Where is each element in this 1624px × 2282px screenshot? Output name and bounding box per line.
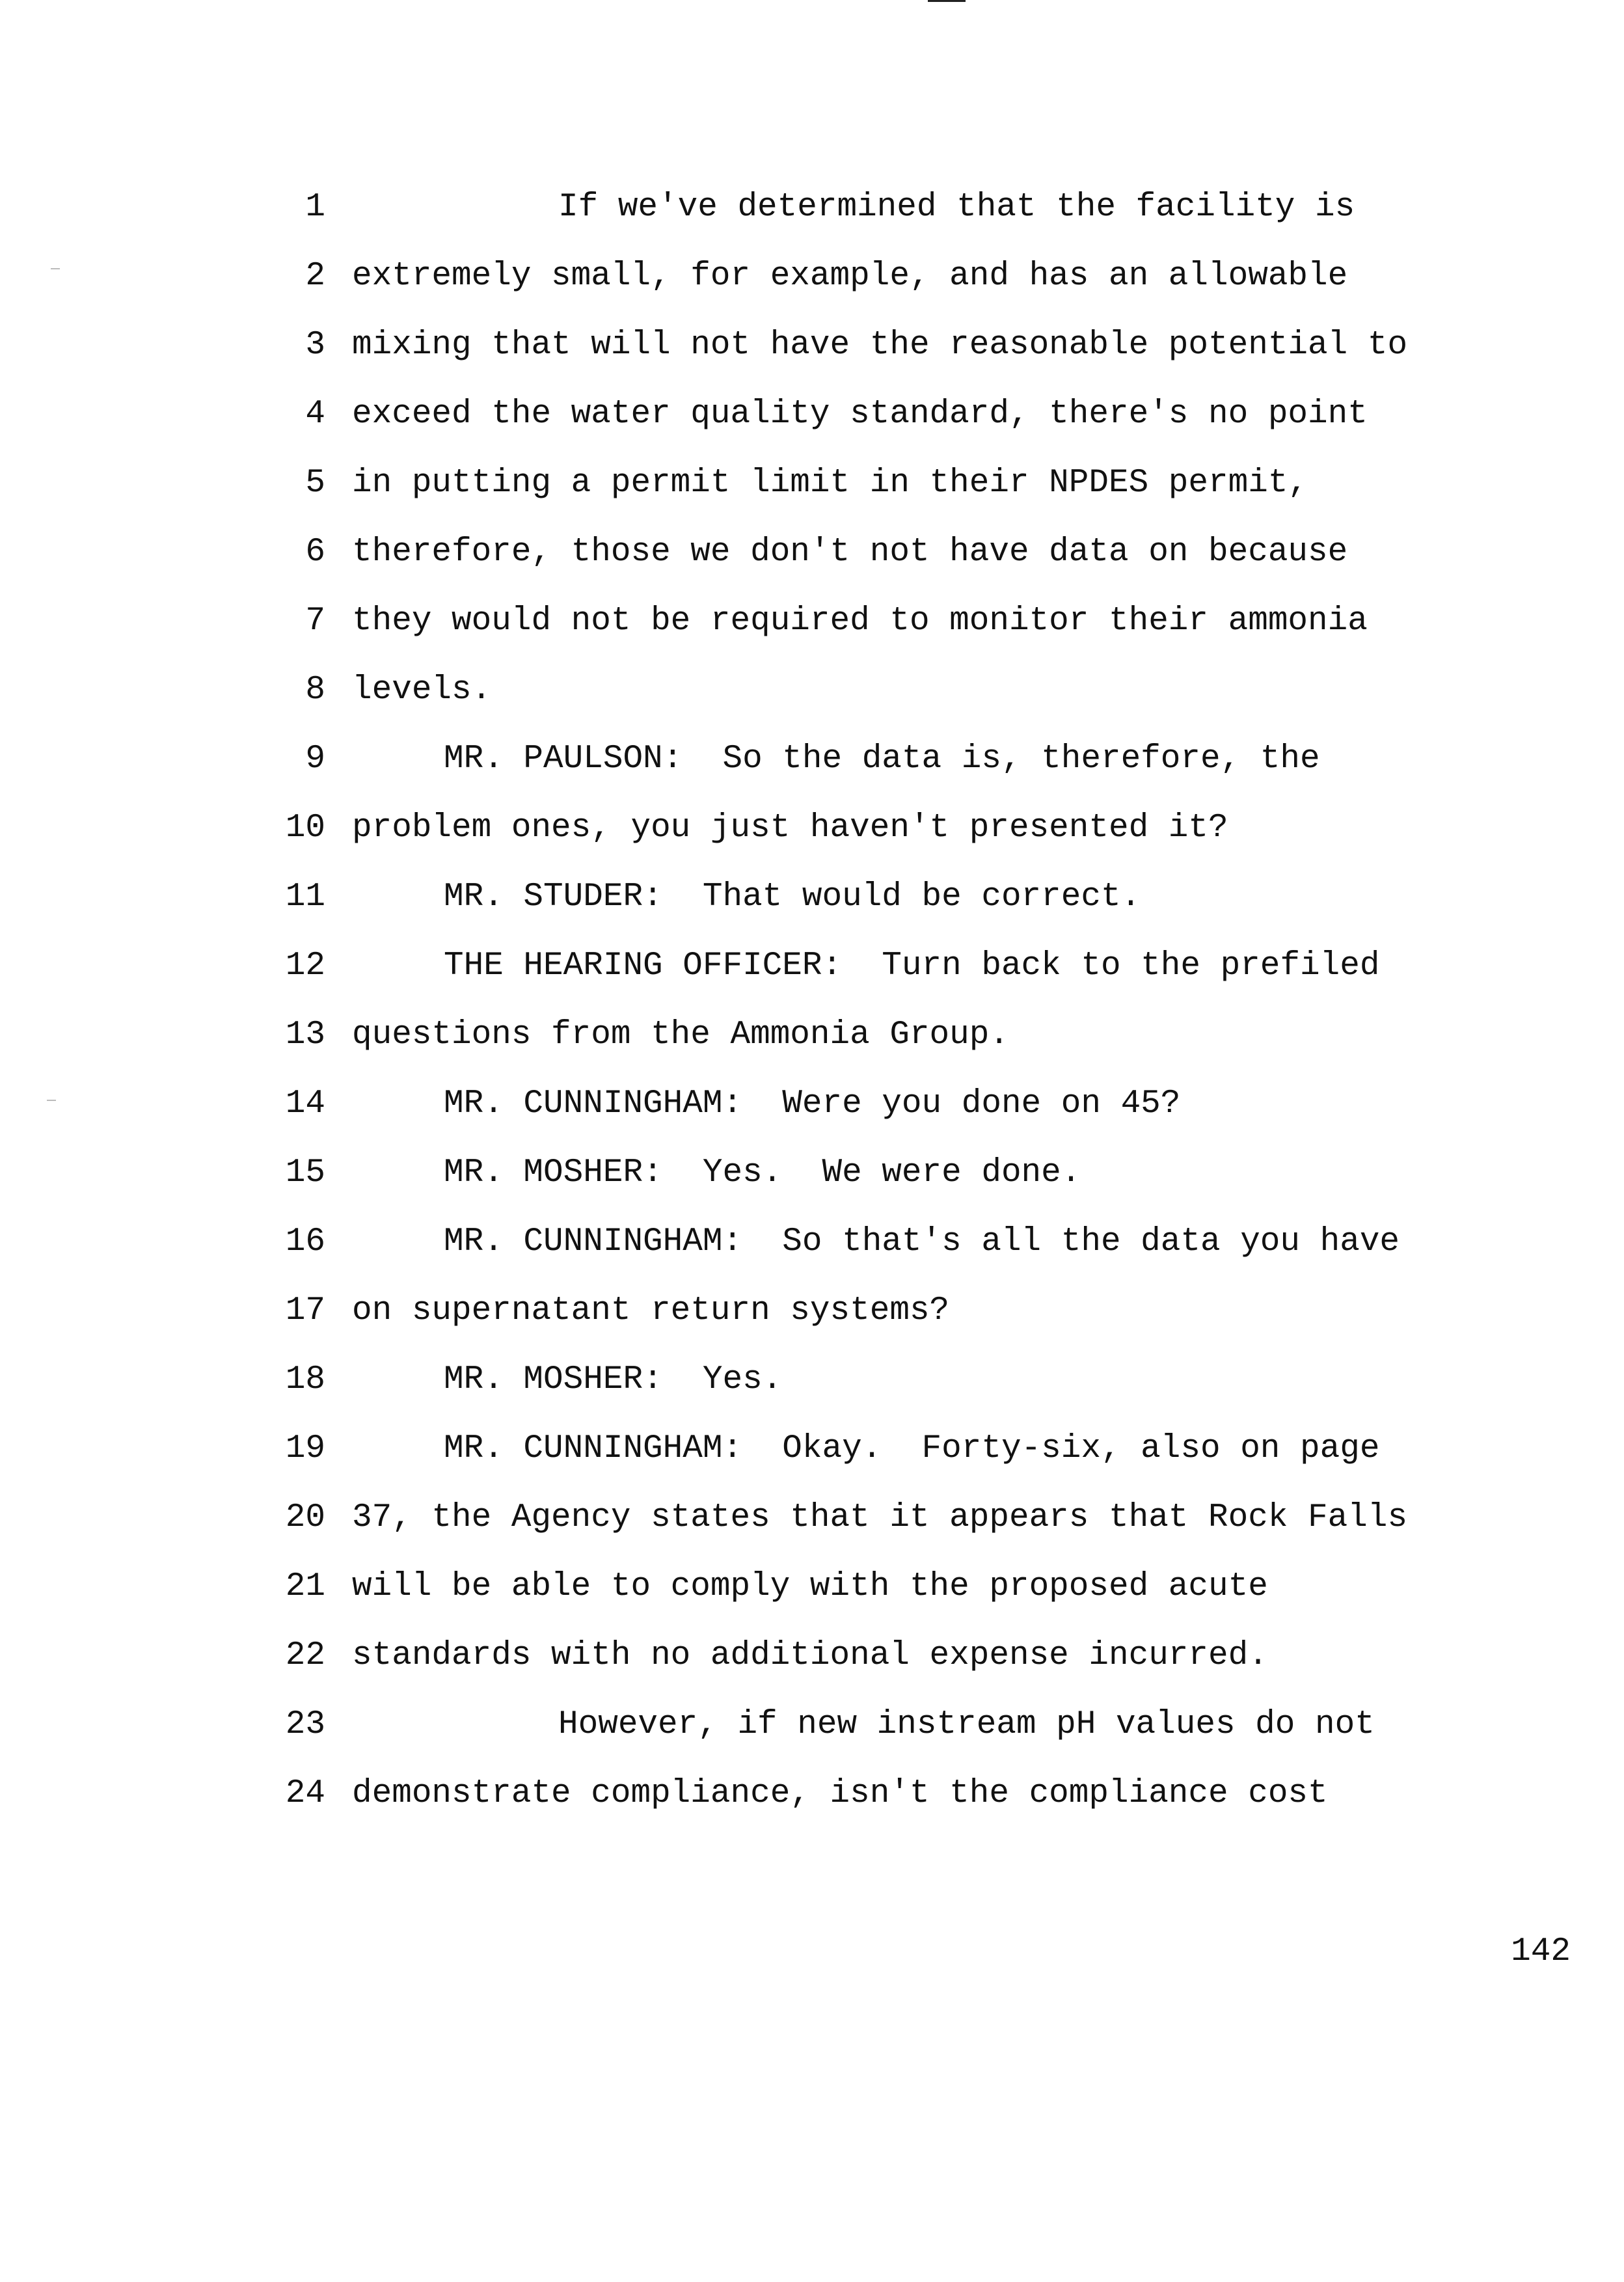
line-text: mixing that will not have the reasonable potential to — [352, 327, 1408, 364]
transcript-line — [0, 733, 1624, 785]
line-text: standards with no additional expense incurred. — [352, 1637, 1268, 1674]
transcript-line — [0, 388, 1624, 441]
line-text: MR. PAULSON: So the data is, therefore, the — [444, 740, 1320, 778]
transcript-line — [0, 664, 1624, 716]
transcript-line — [0, 1492, 1624, 1544]
transcript-line — [0, 871, 1624, 923]
line-text: levels. — [352, 672, 492, 709]
line-number: 9 — [305, 740, 325, 778]
transcript-line — [0, 1078, 1624, 1130]
line-number: 20 — [285, 1499, 325, 1536]
line-text: However, if new instream pH values do not — [558, 1706, 1375, 1743]
line-number: 3 — [305, 327, 325, 364]
line-number: 13 — [285, 1016, 325, 1053]
line-number: 21 — [285, 1568, 325, 1605]
transcript-line — [0, 1561, 1624, 1613]
line-text: MR. STUDER: That would be correct. — [444, 878, 1141, 916]
line-number: 11 — [285, 878, 325, 916]
line-text: therefore, those we don't not have data on because — [352, 534, 1348, 571]
line-number: 22 — [285, 1637, 325, 1674]
line-text: MR. CUNNINGHAM: So that's all the data you have — [444, 1223, 1400, 1260]
transcript-line — [0, 1009, 1624, 1061]
line-number: 7 — [305, 603, 325, 640]
line-number: 10 — [285, 809, 325, 847]
transcript-line — [0, 457, 1624, 509]
line-text: problem ones, you just haven't presented it? — [352, 809, 1228, 847]
line-text: MR. CUNNINGHAM: Okay. Forty-six, also on page — [444, 1430, 1380, 1467]
line-number: 6 — [305, 534, 325, 571]
line-number: 8 — [305, 672, 325, 709]
line-text: extremely small, for example, and has an allowable — [352, 258, 1348, 295]
transcript-line — [0, 1285, 1624, 1337]
line-number: 24 — [285, 1775, 325, 1812]
transcript-line — [0, 1699, 1624, 1751]
line-text: 37, the Agency states that it appears that Rock Falls — [352, 1499, 1408, 1536]
transcript-line — [0, 1147, 1624, 1199]
line-text: questions from the Ammonia Group. — [352, 1016, 1009, 1053]
page-number: 142 — [1511, 1933, 1571, 1970]
line-text: MR. MOSHER: Yes. — [444, 1361, 783, 1398]
transcript-line — [0, 1768, 1624, 1820]
line-number: 17 — [285, 1292, 325, 1329]
line-number: 5 — [305, 465, 325, 502]
transcript-line — [0, 1630, 1624, 1682]
line-number: 15 — [285, 1154, 325, 1191]
line-number: 23 — [285, 1706, 325, 1743]
transcript-line — [0, 1216, 1624, 1268]
line-text: MR. CUNNINGHAM: Were you done on 45? — [444, 1085, 1181, 1122]
line-number: 16 — [285, 1223, 325, 1260]
line-number: 1 — [305, 189, 325, 226]
line-number: 12 — [285, 947, 325, 985]
transcript-line — [0, 1423, 1624, 1475]
transcript-line — [0, 802, 1624, 854]
line-text: exceed the water quality standard, there's no point — [352, 396, 1368, 433]
line-text: on supernatant return systems? — [352, 1292, 950, 1329]
line-text: will be able to comply with the proposed acute — [352, 1568, 1268, 1605]
line-number: 14 — [285, 1085, 325, 1122]
transcript-line — [0, 319, 1624, 372]
line-text: they would not be required to monitor their ammonia — [352, 603, 1368, 640]
line-number: 18 — [285, 1361, 325, 1398]
transcript-line — [0, 182, 1624, 234]
transcript-line — [0, 1354, 1624, 1406]
line-text: in putting a permit limit in their NPDES permit, — [352, 465, 1308, 502]
line-number: 2 — [305, 258, 325, 295]
line-number: 19 — [285, 1430, 325, 1467]
line-text: THE HEARING OFFICER: Turn back to the prefiled — [444, 947, 1380, 985]
transcript-line — [0, 940, 1624, 992]
transcript-line — [0, 595, 1624, 647]
transcript-line — [0, 251, 1624, 303]
line-text: MR. MOSHER: Yes. We were done. — [444, 1154, 1081, 1191]
line-number: 4 — [305, 396, 325, 433]
transcript-line — [0, 526, 1624, 578]
line-text: demonstrate compliance, isn't the compliance cost — [352, 1775, 1328, 1812]
line-text: If we've determined that the facility is — [558, 189, 1355, 226]
